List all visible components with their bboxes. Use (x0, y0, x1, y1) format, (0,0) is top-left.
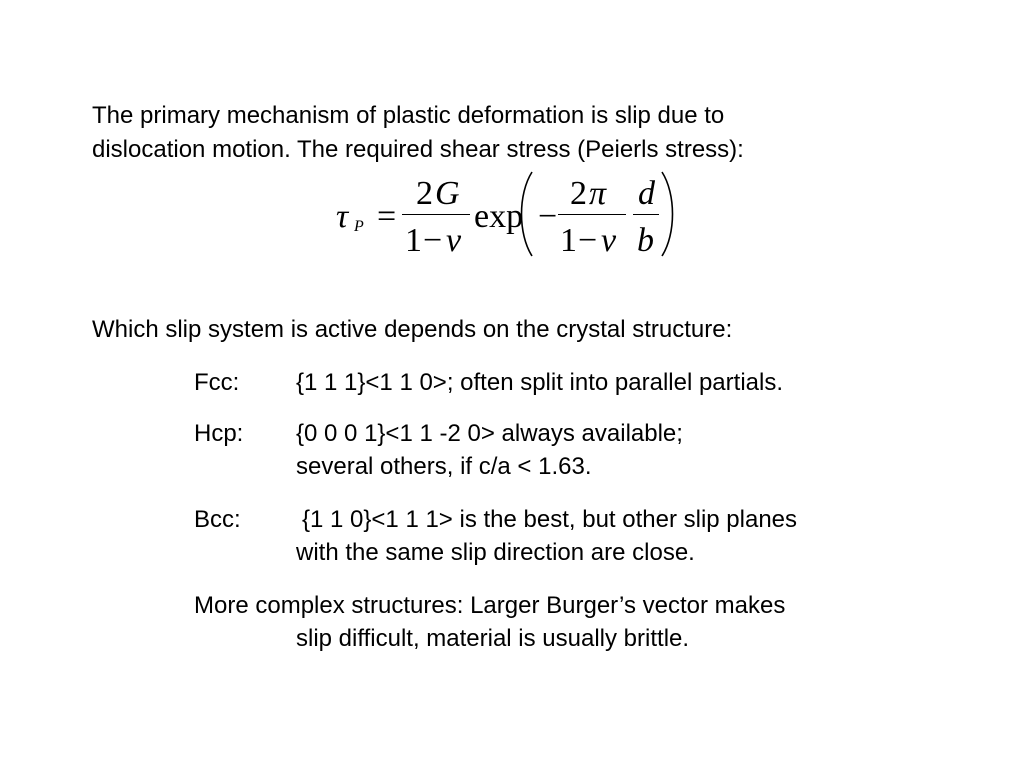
formula-exp: exp (474, 198, 524, 235)
hcp-text-1: {0 0 0 1}<1 1 -2 0> always available; (296, 420, 683, 447)
bcc-text-1: {1 1 0}<1 1 1> is the best, but other slip planes (302, 506, 798, 533)
complex-text-1: More complex structures: Larger Burger’s vector makes (194, 592, 786, 619)
frac3-num: d (638, 175, 655, 212)
formula-tau: τ (336, 198, 349, 235)
complex-text-2: slip difficult, material is usually brittle. (296, 625, 690, 652)
frac2-den-minus: − (578, 222, 598, 259)
formula-minus: − (538, 198, 558, 235)
frac3-bar (633, 214, 659, 215)
formula-equals: = (377, 198, 397, 235)
frac2-den-var: ν (601, 222, 617, 259)
fcc-label: Fcc: (194, 369, 240, 396)
hcp-label: Hcp: (194, 420, 244, 447)
left-paren (522, 172, 533, 256)
bcc-label: Bcc: (194, 506, 241, 533)
frac1-den-minus: − (423, 222, 443, 259)
section-heading: Which slip system is active depends on the crystal structure: (92, 316, 733, 343)
frac1-num-var: G (435, 175, 460, 212)
bcc-text-2: with the same slip direction are close. (296, 539, 695, 566)
intro-line-2: dislocation motion. The required shear stress (Peierls stress): (92, 136, 744, 163)
fcc-text: {1 1 1}<1 1 0>; often split into parallel partials. (296, 369, 783, 396)
frac2-bar (558, 214, 626, 215)
intro-line-1: The primary mechanism of plastic deformation is slip due to (92, 102, 725, 129)
hcp-text-2: several others, if c/a < 1.63. (296, 453, 592, 480)
formula-tau-subscript: P (354, 218, 364, 235)
frac1-den-one: 1 (405, 222, 422, 259)
frac1-den-var: ν (446, 222, 462, 259)
frac1-num-coef: 2 (416, 175, 433, 212)
frac3-den: b (637, 222, 654, 259)
frac2-num-var: π (589, 175, 607, 212)
frac1-bar (402, 214, 470, 215)
frac2-num-coef: 2 (570, 175, 587, 212)
right-paren (662, 172, 673, 256)
frac2-den-one: 1 (560, 222, 577, 259)
